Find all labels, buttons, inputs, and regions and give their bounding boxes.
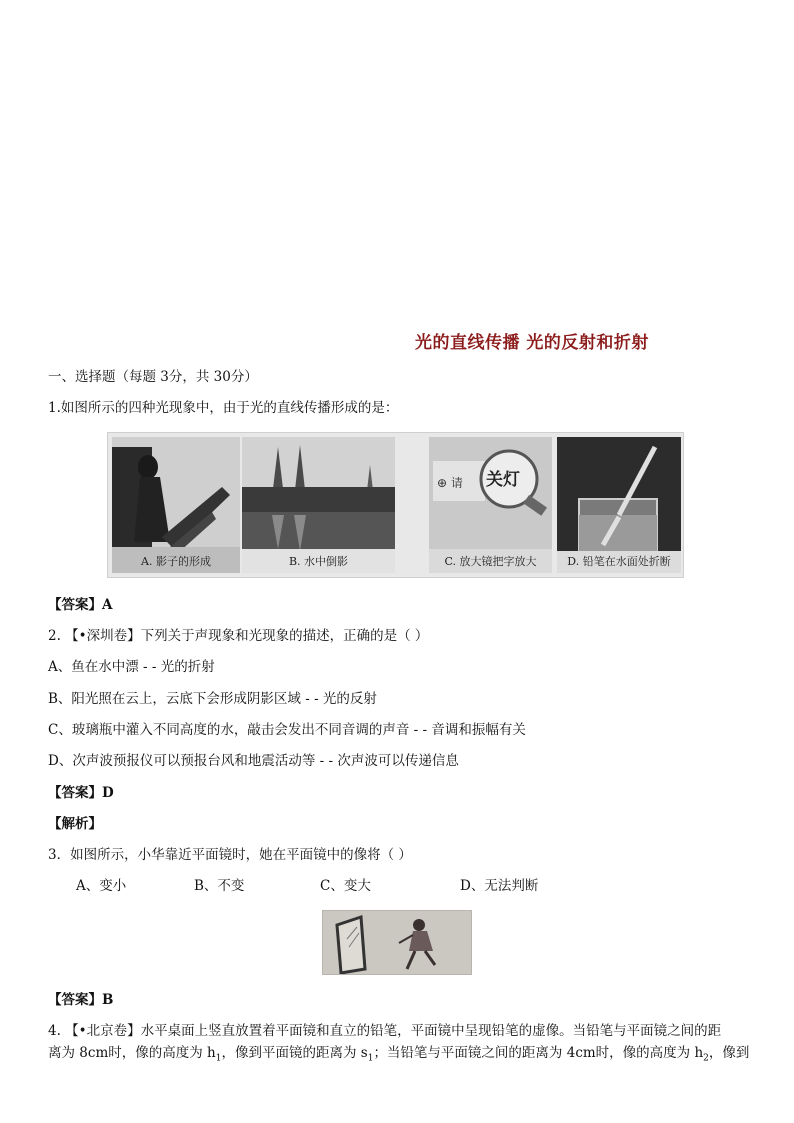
question-3-stem: 3．如图所示，小华靠近平面镜时，她在平面镜中的像将（ ） — [48, 847, 412, 863]
page-title: 光的直线传播 光的反射和折射 — [415, 333, 649, 353]
analysis-2: 【解析】 — [48, 816, 102, 832]
section-heading: 一、选择题（每题 3分，共 30分） — [48, 369, 258, 385]
answer-2: 【答案】D — [48, 785, 114, 801]
figure-panel-b — [242, 437, 395, 573]
question-2-option-a: A、鱼在水中漂 - - 光的折射 — [48, 659, 215, 675]
question-1-stem: 1.如图所示的四种光现象中，由于光的直线传播形成的是： — [48, 400, 399, 416]
caption-a: A. 影子的形成 — [141, 555, 211, 568]
caption-b: B. 水中倒影 — [288, 555, 349, 568]
question-2-option-c: C、玻璃瓶中灌入不同高度的水，敲击会发出不同音调的声音 - - 音调和振幅有关 — [48, 722, 526, 738]
q4-text-d: ，像到 — [708, 1045, 750, 1061]
answer-1: 【答案】A — [48, 597, 113, 613]
question-2-option-b: B、阳光照在云上，云底下会形成阴影区域 - - 光的反射 — [48, 691, 377, 707]
question-2-option-d: D、次声波预报仪可以预报台风和地震活动等 - - 次声波可以传递信息 — [48, 753, 459, 769]
q4-sub-2: 1 — [367, 1053, 374, 1064]
figure-panel-a — [112, 437, 240, 573]
question-1-figure — [107, 432, 684, 578]
figure-panel-d — [557, 437, 681, 573]
q4-sub-1: 1 — [215, 1053, 222, 1064]
girl-mirror-photo — [323, 911, 472, 975]
question-3-option-d: D、无法判断 — [460, 878, 539, 894]
q4-text-c: ；当铅笔与平面镜之间的距离为 4cm时，像的高度为 h — [373, 1045, 704, 1061]
answer-3: 【答案】B — [48, 992, 114, 1008]
question-3-option-b: B、不变 — [194, 878, 245, 894]
caption-d: D. 铅笔在水面处折断 — [567, 555, 671, 568]
question-3-option-c: C、变大 — [320, 878, 371, 894]
q4-text-b: ，像到平面镜的距离为 s — [221, 1045, 368, 1061]
svg-text:⊕ 请: ⊕ 请 — [437, 476, 463, 490]
q4-text-a: 离为 8cm时，像的高度为 h — [48, 1045, 216, 1061]
magnifier-text: 关灯 — [486, 470, 520, 490]
figure-panel-c — [429, 437, 552, 573]
question-3-figure — [322, 910, 472, 975]
caption-c: C. 放大镜把字放大 — [444, 555, 537, 568]
question-4-line-1: 4. 【•北京卷】水平桌面上竖直放置着平面镜和直立的铅笔，平面镜中呈现铅笔的虚像。当铅笔与平面镜之间的距 — [48, 1023, 722, 1039]
q4-sub-3: 2 — [703, 1053, 709, 1064]
question-2-stem: 2. 【•深圳卷】下列关于声现象和光现象的描述，正确的是（ ） — [48, 628, 429, 644]
question-3-option-a: A、变小 — [76, 878, 127, 894]
question-4-line-2 — [48, 1043, 749, 1069]
